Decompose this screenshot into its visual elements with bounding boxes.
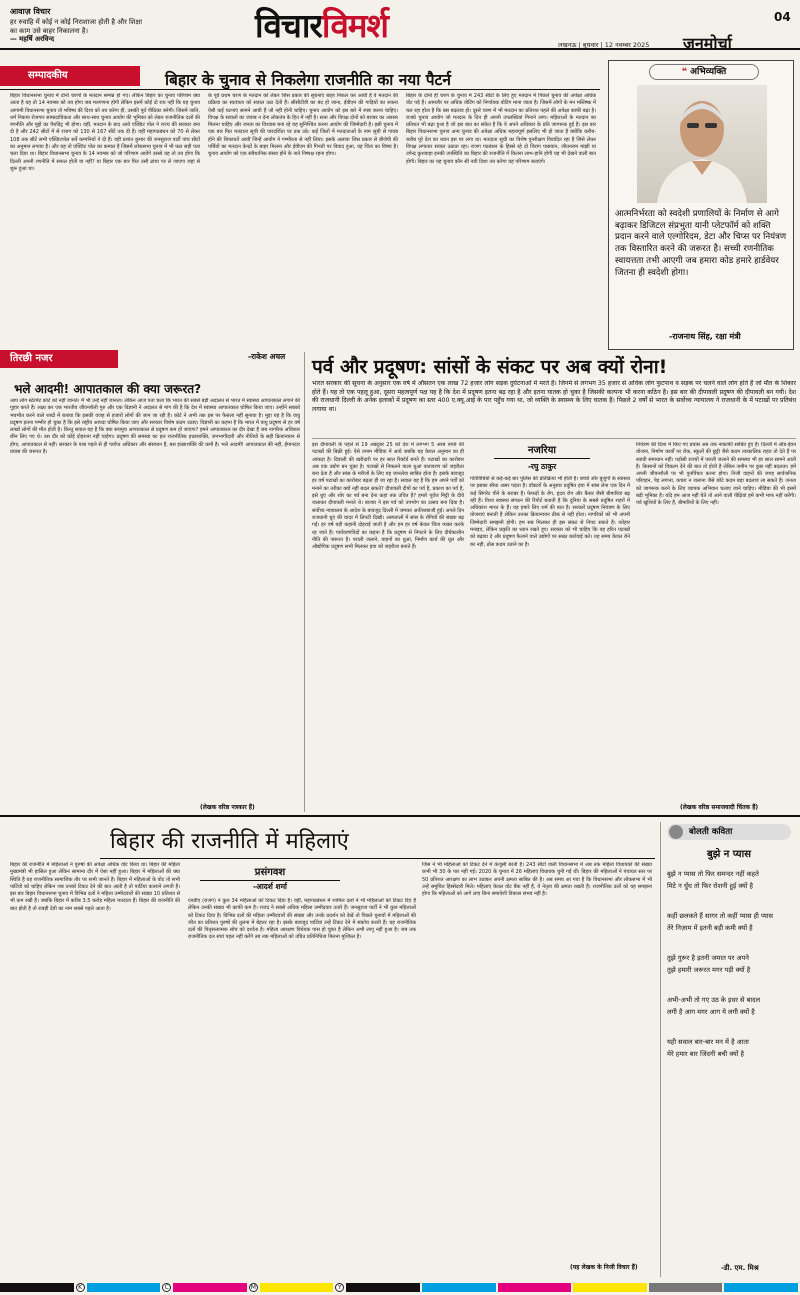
feature-footnote: (लेखक वरिष्ठ समाजवादी चिंतक हैं) — [680, 804, 759, 811]
tirchhi-headline: भले आदमी! आपातकाल की क्या जरूरत? — [14, 382, 202, 396]
opinion-box — [608, 60, 794, 350]
dateline: लखनऊ | बुधवार | 12 नवम्बर 2025 — [558, 41, 650, 49]
tirchhi-footnote: (लेखक वरिष्ठ पत्रकार हैं) — [200, 804, 255, 811]
color-bar-swatch — [498, 1283, 572, 1292]
registration-mark: C — [162, 1283, 171, 1292]
speech-bubble-icon: ❝ — [681, 67, 688, 77]
color-bar-swatch — [0, 1283, 74, 1292]
color-bar-swatch — [346, 1283, 420, 1292]
tirchhi-byline: -राकेश अचल — [248, 352, 286, 361]
prasangvash-label: प्रसंगवश — [200, 864, 340, 881]
feature-intro: भारत सरकार की सूचना के अनुसार एक वर्ष में औसतन एक लाख 72 हजार लोग सड़क दुर्घटनाओं में मरते हैं। जिनमें से लगभग 35 हजार से अधिक लोग फुटपाथ व सड़क पर चलने वाले लोग होते हैं जो मौत के शिकार होते हैं। यह तो एक पहलू हुआ, दूसरा महत्वपूर्ण पक्ष यह है कि देश में प्रदूषण इतना बढ़ रहा है और इतना घातक हो चुका है जिसकी कल्पना भी करना कठिन है। इस बार की दीपावली प्रदूषण की दीपावली बन गयी। देश की राजधानी दिल्ली के अनेक इलाकों में प्रदूषण का स्तर 400 ए.क्यू.आई के पार पहुँच गया था, जो व्यक्ति के स्वास्थ्य के लिए घातक है। पिछले 2 वर्षों से भारत के सर्वोच्च न्यायालय ने राजधानी के में पटाखों पर प्रतिबंध लगाया था। — [312, 380, 796, 413]
poem-line — [667, 976, 795, 994]
poem-line: लगी है आग मगर आग ये लगी क्यों है — [667, 1008, 755, 1016]
opinion-label — [649, 64, 759, 80]
feature-column-3: नियंत्रण की दिशा में किए गए प्रयास अब तक नाकाफी साबित हुए हैं। दिल्ली में ऑड-ईवन योजना, निर्माण कार्यों पर रोक, स्कूलों की छुट्टी जैसे कदम तात्कालिक राहत तो देते हैं पर स्थायी समाधान नहीं। पड़ोसी राज्यों में पराली जलाने की समस्या भी हर साल सामने आती है। किसानों को विकल्प देने की बात तो होती है लेकिन जमीन पर कुछ नहीं बदलता। हमें अपनी जीवनशैली पर भी पुनर्विचार करना होगा। निजी वाहनों की जगह सार्वजनिक परिवहन, पेड़ लगाना, कचरा न जलाना जैसे छोटे कदम बड़ा बदलाव ला सकते हैं। जनता को जागरूक करने के लिए व्यापक अभियान चलाए जाने चाहिए। मीडिया की भी इसमें बड़ी भूमिका है। यदि हम आज नहीं चेते तो आने वाली पीढ़ियां हमें कभी माफ नहीं करेंगी। पर्व खुशियों के लिए हैं, बीमारियों के लिए नहीं। — [636, 442, 796, 507]
registration-mark: K — [76, 1283, 85, 1292]
page-title-part2: विमर्श — [321, 6, 388, 45]
color-bar — [0, 1283, 800, 1293]
masthead-rule — [0, 48, 800, 50]
page-title-part1: विचार — [255, 6, 322, 45]
feature-headline: पर्व और प्रदूषण: सांसों के संकट पर अब क्यों रोना! — [312, 356, 668, 378]
women-headline: बिहार की राजनीति में महिलाएं — [110, 829, 349, 854]
registration-mark: M — [250, 1284, 256, 1291]
feature-column-2: गतिविधियों से कई-कई बार पुलिस की प्रतिक्रिया भी होती है। बच्चों और बुजुर्गों के स्वास्थ्य पर इसका सीधा असर पड़ता है। डॉक्टरों के अनुसार प्रदूषित हवा में सांस लेना एक दिन में कई सिगरेट पीने के बराबर है। फेफड़ों के रोग, हृदय रोग और कैंसर जैसी बीमारियां बढ़ रही हैं। विश्व स्वास्थ्य संगठन की रिपोर्ट बताती है कि दुनिया के सबसे प्रदूषित शहरों में अधिकांश भारत के हैं। यह हमारे लिए शर्म की बात है। सरकारें प्रदूषण नियंत्रण के लिए योजनाएं बनाती हैं लेकिन उनका क्रियान्वयन ठीक से नहीं होता। नागरिकों को भी अपनी जिम्मेदारी समझनी होगी। हम सब मिलकर ही इस संकट से निपट सकते हैं। त्योहार मनाइए, लेकिन प्रकृति का ध्यान रखते हुए। सरकार को भी चाहिए कि वह हरित पटाखों को बढ़ावा दे और प्रदूषण फैलाने वाले उद्योगों पर सख्त कार्रवाई करे। यह समय केवल रोने का नहीं, ठोस कदम उठाने का है। — [470, 476, 630, 548]
poem-line: तुझे गुरूर है इतनी जमात पर अपने — [667, 954, 749, 962]
editorial-column-2: के पूर्व प्रथम चरण के मतदान को लेकर जिस प्रकार की सूचनाएं बाहर निकल कर आयी हैं वे मतदान की प्रक्रिया का स्वतंत्रता को सवाल उठा देती हैं। सीसीटीवी का बंद हो जाना, ईवीएम की गाड़ियों का रुकना ऐसी कई घटनाएं सामने आयी हैं जो नहीं होनी चाहिए। चुनाव आयोग को इस बारे में स्पष्ट करना चाहिए। विपक्ष के सवालों का जवाब न देना लोकतंत्र के हित में नहीं है। सत्ता और विपक्ष दोनों को बराबर का अवसर मिलना चाहिए और जनता का विश्वास बना रहे यह सुनिश्चित करना आयोग की जिम्मेदारी है। इसी चुनाव में एक बार फिर मतदाता सूची की पारदर्शिता पर प्रश्न उठे। कई जिलों में मतदाताओं के नाम सूची से गायब होने की शिकायतें आयीं जिन्हें आयोग ने गम्भीरता से नहीं लिया। इसके अलावा जिस प्रकार से बीजेपी की पर्चियों का मतदान केन्द्रों के बाहर मिलना और ईवीएम की गिनती पर विवाद हुआ, वह चिंता का विषय है। चुनाव आयोग को एक संवैधानिक संस्था होने के नाते निष्पक्ष रहना होगा। — [208, 93, 398, 158]
page-title — [255, 2, 388, 47]
color-bar-swatch — [724, 1283, 798, 1292]
brand-logo: जनमोर्चा — [683, 34, 732, 53]
feature-rule — [312, 438, 796, 439]
color-bar-swatch — [573, 1283, 647, 1292]
editorial-column-1: बिहार विधानसभा चुनाव में दोनों चरणों के मतदान सम्पन्न हो गए। लेकिन बिहार का चुनाव परिणाम क्या आता है यह तो 14 नवम्बर को तय होगा जब मतगणना होगी लेकिन इसमें कोई दो राय नहीं कि यह चुनाव आगामी विधानसभा चुनाव तो भविष्य की दिशा को तय करेगा ही, उसकी पूर्व पीठिका बनेगी। जिसमें जाति, धर्म निकाय रोजगार साम्प्रदायिकता और साथ-साथ चुनाव आयोग की भूमिका को लेकर राजनीतिक दलों की रणनीति और मुद्दों का पैराडिट्र भी होगा। वहीं, मतदान के बाद आये एक्ज़िट पोल ने राज्य की सरकार बना दी है और 242 सीटों में से राजग को 130 से 167 सीटें तक दी हैं। वहीं महागठबंधन को 70 से लेकर 108 तक सीटें सभी एक्ज़िटपोल सर्वे कम्पनियों ने दी हैं। वहीं प्रशांत कुमार की जनसुराज पार्टी पांच सीटों का अनुमान लगाया है। और यह तो एक्ज़िट पोल का कमाल है जिसमें लोकसभा चुनाव में भी फ़ल सही पता चला दिया था। बिहार विधानसभा चुनाव के 14 नवम्बर को जो परिणाम आयेंगे उससे यह तो तय होगा कि दिल्ली अपनी रणनीति में सफल होती या नहीं? या बिहार एक बार फिर उसी ढांचा पर ले जाएगा जहां से शुरू हुआ था। — [10, 93, 200, 172]
poem-line — [667, 892, 795, 910]
poem-line: तेरे निज़ाम में इतनी बड़ी कमी क्यों है — [667, 924, 753, 932]
masthead — [0, 0, 800, 65]
masthead-left-tag: आवाज़ विचार — [10, 7, 51, 16]
poet-avatar-icon — [669, 825, 683, 839]
women-footnote: (यह लेखक के निजी विचार हैं) — [570, 1264, 638, 1271]
poem-box — [660, 822, 796, 1277]
masthead-quote — [10, 18, 145, 44]
registration-mark: Y — [335, 1283, 344, 1292]
opinion-label-text: अभिव्यक्ति — [690, 67, 727, 77]
poem-line: तुझे हमारी जरूरत मगर पड़ी क्यों है — [667, 966, 751, 974]
tirchhi-divider — [304, 352, 305, 812]
feature-column-1: इस दीपावली के पहले से 19 अक्टूबर 25 को देश में लगभग 5 अरब रुपये की पटाखों की बिक्री हुई। ऐसे तमाम मीडिया में आये जबकि यह केवल अनुमान का ही आंकड़ा है। दिवाली की खरीदारी पर हर साल रिकॉर्ड बनते हैं। पटाखों का कारोबार अब एक उद्योग बन चुका है। पटाखों से निकलने वाला धुआं वातावरण को जहरीला बना देता है और सांस के मरीजों के लिए यह जानलेवा साबित होता है। इसके बावजूद हर वर्ष पटाखों का कारोबार बढ़ता ही जा रहा है। सवाल यह है कि हम अपने पर्वों को मनाने का तरीका क्यों नहीं बदल सकते? दीपावली दीपों का पर्व है, प्रकाश का पर्व है, इसे धुएं और शोर का पर्व बना देना कहां तक उचित है? हमारे पूर्वज मिट्टी के दीये जलाकर दीपावली मनाते थे। बाजार ने इस पर्व को उपभोग का उत्सव बना दिया है। सर्वोच्च न्यायालय के आदेश के बावजूद दिल्ली में जमकर आतिशबाजी हुई। अगले दिन राजधानी धुएं की चादर में लिपटी दिखी। अस्पतालों में सांस के रोगियों की संख्या बढ़ गई। हर वर्ष यही कहानी दोहराई जाती है और हम हर वर्ष केवल चिंता व्यक्त करके रह जाते हैं। पर्यावरणविदों का कहना है कि प्रदूषण से निपटने के लिए दीर्घकालीन नीति की जरूरत है। पराली जलाने, वाहनों का धुआं, निर्माण कार्य की धूल और औद्योगिक प्रदूषण सभी मिलकर हवा को जहरीला बनाते हैं। — [312, 442, 464, 551]
poem-line: कहीं छलकते हैं सागर तो कहीं प्यास ही प्यास — [667, 912, 773, 920]
section-divider — [0, 815, 800, 817]
poem-line: मेरे हमार बार जिंदगी बची क्यों है — [667, 1050, 744, 1058]
poem-title: बुझे न प्यास — [707, 849, 751, 860]
masthead-quote-author: — महर्षि अरविन्द — [10, 35, 55, 43]
color-bar-swatch — [173, 1283, 247, 1292]
poem-line: बुझे न प्यास तो फिर समन्दर नहीं कहते — [667, 870, 759, 878]
color-bar-swatch — [649, 1283, 723, 1292]
editorial-section-label: सम्पादकीय — [0, 66, 140, 86]
person-photo — [637, 85, 767, 203]
poem-line: मिटे न धुँध तो फिर रोशनी हुई क्यों है — [667, 882, 754, 890]
poem-author: -डी. एम. मिश्र — [721, 1264, 759, 1272]
poem-lines — [667, 868, 795, 1060]
color-bar-swatch — [422, 1283, 496, 1292]
poem-line: यही सवाल बार-बार मन में है आता — [667, 1038, 749, 1046]
women-column-1: बिहार की राजनीति में महिलाओं ने पुरुषों की अपेक्षा अधिक वोट किया था। बिहार की महिला मुख्यमंत्री भी हासिल हुआ लेकिन सामान्य दौर में ऐसा नहीं हुआ। बिहार में महिलाओं की क्या स्थिति है यह राजनीतिक सामाजिक तौर पर सभी जानते हैं। बिहार में महिलाओं के वोट तो सभी पार्टियों को चाहिए लेकिन जब उनको टिकट देने की बात आती है तो पार्टियां कतराने लगती हैं। इस बार बिहार विधानसभा चुनाव में विभिन्न दलों ने महिला उम्मीदवारों की संख्या 10 प्रतिशत से भी कम रखी है। जबकि बिहार में करीब 3.5 करोड़ महिला मतदाता हैं। बिहार की राजनीति की बात होती है तो राबड़ी देवी का नाम सबसे पहले आता है। — [10, 862, 180, 912]
poem-line — [667, 1018, 795, 1036]
tirchhi-section-label: तिरछी नजर — [0, 350, 118, 368]
color-bar-swatch — [87, 1283, 161, 1292]
tirchhi-body: आप लोग स्टेटमेंट कोर्ट को नहीं जानते। मैं भी उन्हें नहीं जानता। लेकिन आज पता चला कि भारत की सबसे बड़ी अदालत से भारत में स्वास्थ्य आपातकाल लगाने की गुहार करते हैं। लक्ष्य कर एक भारतीय जीवनशैली गुरु और एक विज्ञानी ने अदालत से मांग की है कि देश में स्वास्थ्य आपातकाल घोषित किया जाए। उन्होंने सबको भयभीत करने वाले शब्दों में बताया कि इसकी वजह से हजारों लोगों की जान जा रही है। कोर्ट ने अभी तक इस पर फैसला नहीं सुनाया है। मुद्दा यह है कि वायु प्रदूषण इतना गम्भीर हो चुका है कि इसे राष्ट्रीय आपदा घोषित किया जाए और सरकार विशेष कदम उठाए। विज्ञानी का कहना है कि भारत में वायु प्रदूषण से हर वर्ष लाखों लोगों की मौत होती है। किन्तु सवाल यह है कि क्या सचमुच आपातकाल से प्रदूषण कम हो जाएगा? हमने आपातकाल का दौर देखा है जब नागरिक अधिकार छीन लिए गए थे। उस दौर को कोई दोहराना नहीं चाहेगा। प्रदूषण की समस्या का हल राजनीतिक इच्छाशक्ति, जनभागीदारी और नीतियों के सही क्रियान्वयन से होगा, आपातकाल से नहीं। सरकार के पास पहले से ही पर्याप्त अधिकार और संसाधन हैं, बस इच्छाशक्ति की कमी है। भले आदमी! आपातकाल की नहीं, ईमानदार प्रयास की जरूरत है। — [10, 398, 300, 456]
page-number: 04 — [774, 10, 791, 24]
color-bar-swatch — [260, 1283, 334, 1292]
poem-line: अभी-अभी तो गए उठ के इधर से बादल — [667, 996, 761, 1004]
women-column-2: एनडीए (राजग) ने कुल 34 महिलाओं को टिकट दिया है। वहीं, महागठबंधन में शामिल दलों ने भी महिलाओं को टिकट दिए हैं लेकिन उनकी संख्या भी काफी कम है। राजद ने सबसे अधिक महिला उम्मीदवार उतारे हैं। जनसुराज पार्टी ने भी कुछ महिलाओं को टिकट दिया है। विभिन्न दलों की महिला उम्मीदवारों की संख्या और उनके प्रदर्शन को देखें तो पिछले चुनावों में महिलाओं की जीत का प्रतिशत पुरुषों की तुलना में बेहतर रहा है। इसके बावजूद पार्टियां उन्हें टिकट देने में संकोच करती हैं। यह राजनीतिक दलों की पितृसत्तात्मक सोच को दर्शाता है। महिला आरक्षण विधेयक पास हो चुका है लेकिन अभी लागू नहीं हुआ है। जब तक राजनीतिक दल स्वयं पहल नहीं करेंगे तब तक महिलाओं को उचित प्रतिनिधित्व मिलना मुश्किल है। — [188, 898, 416, 941]
nazariya-byline: -रघु ठाकुर — [527, 462, 557, 471]
opinion-quote: आत्मनिर्भरता को स्वदेशी प्रणालियों के निर्माण से आगे बढ़ाकर डिजिटल संप्रभुता यानी प्लेटफॉर्म को शक्ति प्रदान करने वाले एल्गोरिदम, डेटा और चिप्स पर नियंत्रण तक विस्तारित करने की जरूरत है। सच्ची रणनीतिक स्वायत्तता तभी आएगी जब हमारा कोड हमारे हार्डवेयर जितना ही स्वदेशी होगा। — [615, 209, 787, 278]
masthead-quote-text: हर रुवाहि में कोई न कोई निराशाजा होती है और शिक्षा का काम उसे बाहर निकालना है। — [10, 18, 143, 35]
nazariya-label: नजरिया — [494, 442, 590, 459]
editorial-headline: बिहार के चुनाव से निकलेगा राजनीति का नया पैटर्न — [165, 71, 451, 89]
poem-label — [667, 824, 791, 840]
women-column-3: जिस ने भी महिलाओं को टिकट देने में कंजूसी बरती है। 243 सीटों वाली विधानसभा में अब तक महिला विधायकों की संख्या कभी भी 30 के पार नहीं गई। 2020 के चुनाव में 26 महिलाएं विधायक चुनी गई थीं। बिहार की महिलाओं ने पंचायत स्तर पर 50 प्रतिशत आरक्षण का लाभ उठाकर अपनी क्षमता साबित की है। अब समय आ गया है कि विधानसभा और लोकसभा में भी उन्हें समुचित हिस्सेदारी मिले। महिलाएं केवल वोट बैंक नहीं हैं, वे नेतृत्व की क्षमता रखती हैं। राजनीतिक दलों को यह समझना होगा कि महिलाओं को आगे लाए बिना समावेशी विकास संभव नहीं है। — [422, 862, 652, 898]
opinion-author: -राजनाथ सिंह, रक्षा मंत्री — [669, 332, 741, 341]
person-photo-illustration — [637, 85, 767, 203]
prasangvash-byline: -आदर्श शर्मा — [253, 882, 287, 891]
color-bar-row — [0, 1283, 800, 1292]
editorial-rule — [0, 89, 600, 90]
poem-label-text: बोलती कविता — [689, 827, 733, 837]
editorial-column-3: बिहार के दोनों ही चरण के चुनाव में 243 सीटों के लिए हुए मतदान में पिछले चुनाव की अपेक्षा अधिक वोट पड़े हैं। आमतौर पर अधिक वोटिंग को निर्णायक वोटिंग माना जाता है। जिसमें लोगों के मन मस्तिष्क में चल रहा होता है कि बस बदलाव हो। दूसरे चरण में भी मतदान का प्रतिशत पहले की अपेक्षा काफी बढ़ा है। राजग्रे चुनाव आयोग जो मतदान के दिन ही अपनी उपलब्धियां गिनाने लगा। महिलाओं के मतदान का प्रतिशत भी बढ़ा हुआ है जो इस बात का संकेत है कि वे अपने अधिकार के प्रति जागरूक हुई हैं। इस बार बिहार विधानसभा चुनाव अन्य चुनाव की अपेक्षा अधिक महत्वपूर्ण इसलिए भी हो जाता है क्योंकि करीब-करीब पूरे देश का ध्यान इस पर लगा था। मतदाता सूची का विशेष पुनरीक्षण विवादित रहा है जिसे लेकर विपक्ष लगातार सवाल उठाता रहा। राजग गठबंधन के हिस्से रहे दो चिराग पासवान, जीतनराम मांझी या उपेन्द्र कुशवाहा इनकी उपस्थिति का बिहार की राजनीति में कितना लाभ-हानि होगी यह भी देखने वाली बात होगी। बिहार का यह चुनाव कौन सी नयी दिशा तय करेगा यह परिणाम बताएंगे। — [406, 93, 596, 165]
women-rule — [100, 858, 655, 859]
poem-line — [667, 934, 795, 952]
